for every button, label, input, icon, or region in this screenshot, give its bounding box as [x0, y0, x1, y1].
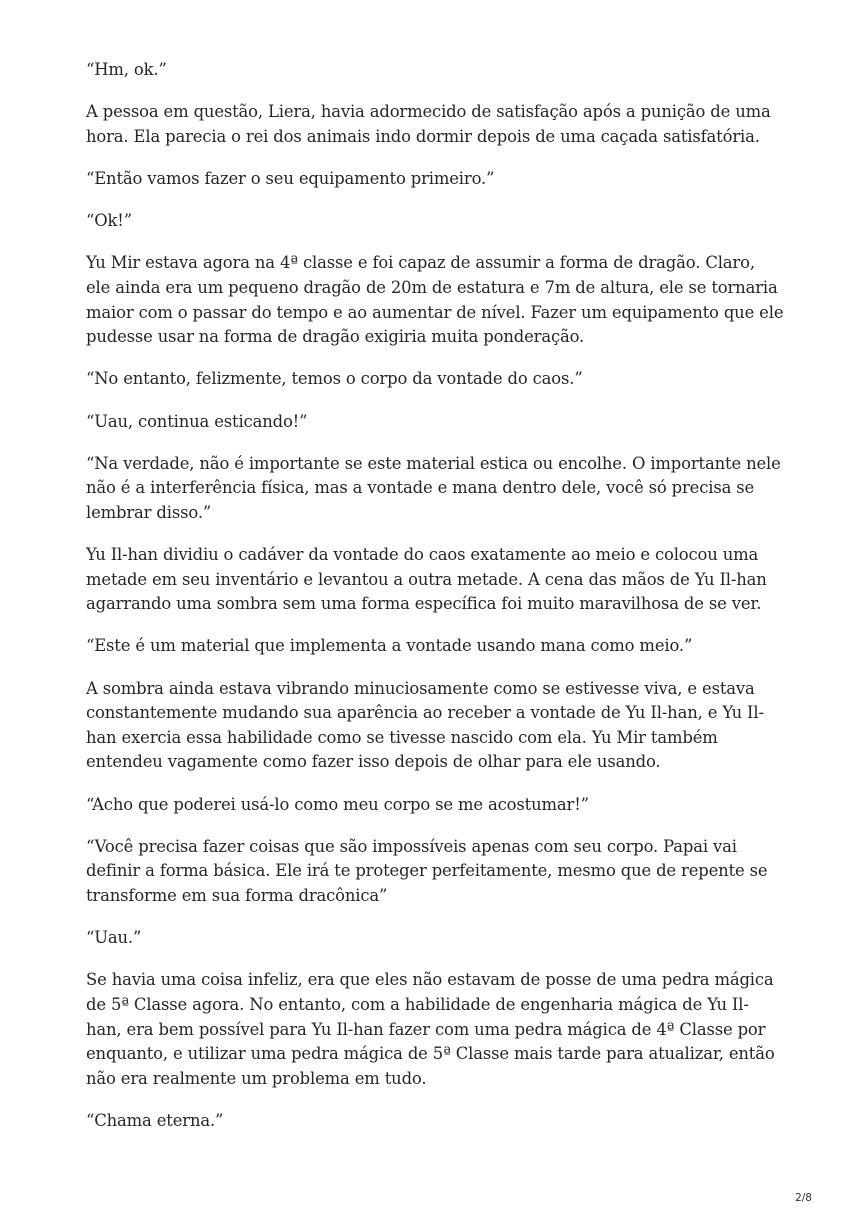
- paragraph: “Então vamos fazer o seu equipamento primeiro.”: [86, 168, 495, 188]
- document-body: [86, 58, 784, 1151]
- paragraph: Yu Mir estava agora na 4ª classe e foi capaz de assumir a forma de dragão. Claro, ele ainda era um pequeno dragão de 20m de estatura e 7m de altura, ele se tornaria maior com o passar do tempo e ao aumentar de nível. Fazer um equipamento que ele pudesse usar na forma de dragão exigiria muita ponderação.: [86, 253, 784, 347]
- paragraph: “Acho que poderei usá-lo como meu corpo se me acostumar!”: [86, 794, 589, 814]
- paragraph: “Uau, continua esticando!”: [86, 411, 308, 431]
- page-number: 2/8: [795, 1192, 812, 1204]
- paragraph: “Você precisa fazer coisas que são impossíveis apenas com seu corpo. Papai vai definir a forma básica. Ele irá te proteger perfeitamente, mesmo que de repente se transforme em sua forma dracônica”: [86, 836, 768, 905]
- paragraph: “Uau.”: [86, 928, 142, 948]
- paragraph: “Este é um material que implementa a vontade usando mana como meio.”: [86, 636, 693, 656]
- paragraph: A sombra ainda estava vibrando minuciosamente como se estivesse viva, e estava constantemente mudando sua aparência ao receber a vontade de Yu Il-han, e Yu Il-han exercia essa habilidade como se tivesse nascido com ela. Yu Mir também entendeu vagamente como fazer isso depois de olhar para ele usando.: [86, 678, 764, 772]
- paragraph: Se havia uma coisa infeliz, era que eles não estavam de posse de uma pedra mágica de 5ª Classe agora. No entanto, com a habilidade de engenharia mágica de Yu Il-han, era bem possível para Yu Il-han fazer com uma pedra mágica de 4ª Classe por enquanto, e utilizar uma pedra mágica de 5ª Classe mais tarde para atualizar, então não era realmente um problema em tudo.: [86, 970, 775, 1088]
- paragraph: A pessoa em questão, Liera, havia adormecido de satisfação após a punição de uma hora. Ela parecia o rei dos animais indo dormir depois de uma caçada satisfatória.: [86, 102, 771, 146]
- paragraph: Yu Il-han dividiu o cadáver da vontade do caos exatamente ao meio e colocou uma metade em seu inventário e levantou a outra metade. A cena das mãos de Yu Il-han agarrando uma sombra sem uma forma específica foi muito maravilhosa de se ver.: [86, 545, 767, 614]
- paragraph: “No entanto, felizmente, temos o corpo da vontade do caos.”: [86, 369, 583, 389]
- paragraph: “Chama eterna.”: [86, 1110, 224, 1130]
- paragraph: “Ok!”: [86, 211, 132, 231]
- paragraph: “Na verdade, não é importante se este material estica ou encolhe. O importante nele não é a interferência física, mas a vontade e mana dentro dele, você só precisa se lembrar disso.”: [86, 453, 781, 522]
- paragraph: “Hm, ok.”: [86, 60, 167, 79]
